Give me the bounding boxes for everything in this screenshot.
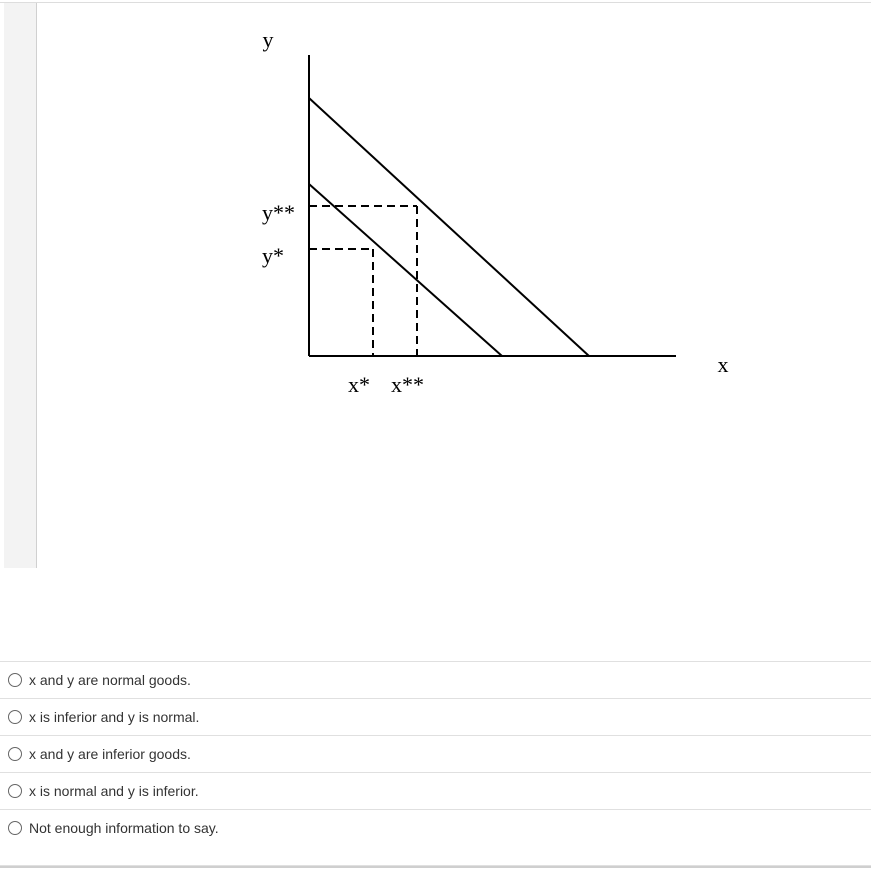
bottom-divider <box>0 865 871 868</box>
answer-option-label: x is normal and y is inferior. <box>29 783 199 799</box>
answer-option[interactable] <box>0 809 871 846</box>
x-star-star-label: x** <box>391 372 424 397</box>
budget-line-inner <box>309 184 502 356</box>
answer-option-label: x is inferior and y is normal. <box>29 709 200 725</box>
radio-button-icon[interactable] <box>8 710 22 724</box>
radio-button-icon[interactable] <box>8 784 22 798</box>
answer-option[interactable] <box>0 661 871 698</box>
budget-line-diagram <box>0 0 871 420</box>
radio-button-icon[interactable] <box>8 673 22 687</box>
radio-button-icon[interactable] <box>8 747 22 761</box>
radio-button-icon[interactable] <box>8 821 22 835</box>
y-star-label: y* <box>262 243 284 268</box>
x-star-label: x* <box>348 372 370 397</box>
answer-options <box>0 661 871 868</box>
y-star-star-label: y** <box>262 200 295 225</box>
answer-option[interactable] <box>0 698 871 735</box>
answer-option-label: x and y are inferior goods. <box>29 746 191 762</box>
x-axis-label: x <box>717 352 729 377</box>
answer-option[interactable] <box>0 772 871 809</box>
y-axis-label: y <box>262 27 274 52</box>
answer-option[interactable] <box>0 735 871 772</box>
budget-line-outer <box>309 98 589 356</box>
answer-option-label: x and y are normal goods. <box>29 672 191 688</box>
answer-option-label: Not enough information to say. <box>29 820 219 836</box>
